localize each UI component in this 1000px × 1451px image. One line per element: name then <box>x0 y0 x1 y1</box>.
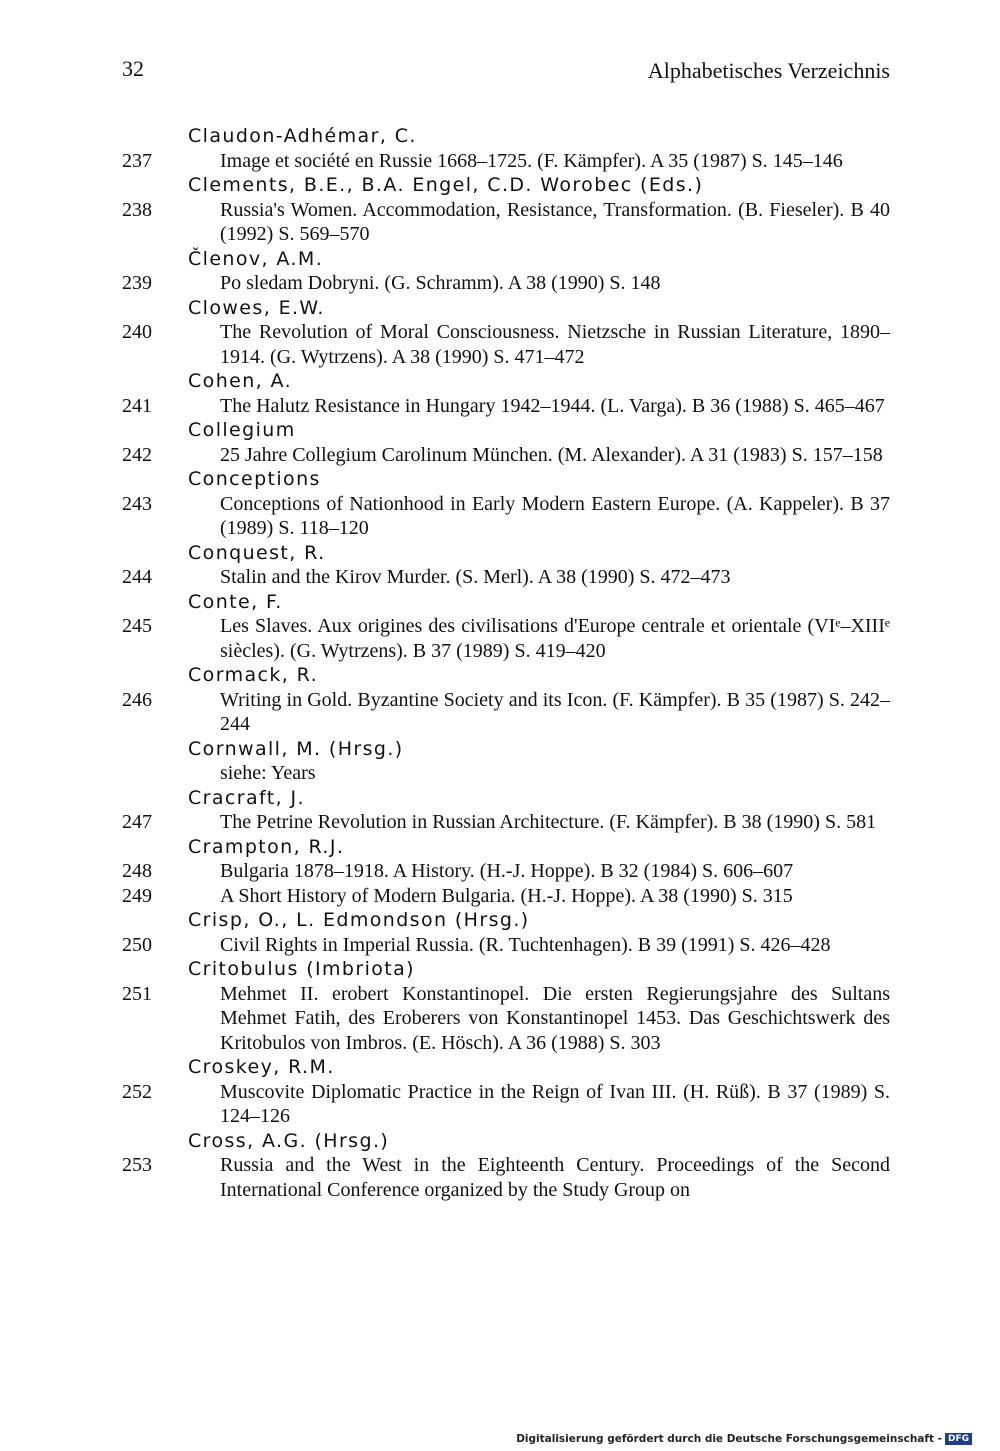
entry-item <box>0 614 1000 663</box>
entry-author: Cracraft, J. <box>188 786 305 809</box>
running-head: Alphabetisches Verzeichnis <box>647 58 890 83</box>
entry-item <box>0 1153 1000 1202</box>
entry-item <box>0 688 1000 737</box>
entry-item <box>0 982 1000 1056</box>
entry-title: The Petrine Revolution in Russian Architecture. (F. Kämpfer). B 38 (1990) S. 581 <box>220 811 877 833</box>
entry-item <box>0 565 1000 590</box>
entry-item <box>0 1080 1000 1129</box>
entry-author: Clements, B.E., B.A. Engel, C.D. Worobec (Eds.) <box>188 174 704 196</box>
entry-author: Cornwall, M. (Hrsg.) <box>188 737 404 760</box>
entry-number: 250 <box>122 933 152 956</box>
entry-title: The Revolution of Moral Consciousness. Nietzsche in Russian Literature, 1890–1914. (G. Wytrzens). A 38 (1990) S. 471–472 <box>220 321 890 368</box>
entry-item <box>0 492 1000 541</box>
entry-title: The Halutz Resistance in Hungary 1942–1944. (L. Varga). B 36 (1988) S. 465–467 <box>220 394 885 417</box>
entry-item <box>0 810 1000 835</box>
entry-item <box>0 859 1000 884</box>
entry-author: Collegium <box>188 419 296 441</box>
entry-author: Cohen, A. <box>188 370 293 392</box>
entry-number: 242 <box>122 443 152 466</box>
entry-author: Conquest, R. <box>188 541 326 564</box>
entry-author: Croskey, R.M. <box>188 1056 335 1078</box>
entry-number: 241 <box>122 394 152 417</box>
entry-title: A Short History of Modern Bulgaria. (H.-J. Hoppe). A 38 (1990) S. 315 <box>220 884 793 907</box>
entry-title: Russia and the West in the Eighteenth Century. Proceedings of the Second International Conference organized by the Study Group on <box>220 1154 890 1201</box>
footer-text: Digitalisierung gefördert durch die Deutsche Forschungsgemeinschaft - <box>516 1433 942 1445</box>
entry-author: Claudon-Adhémar, C. <box>188 125 417 147</box>
index-entries <box>0 124 1000 1202</box>
entry-number: 243 <box>122 492 152 515</box>
entry-author: Clowes, E.W. <box>188 296 325 319</box>
entry-title: Conceptions of Nationhood in Early Modern Eastern Europe. (A. Kappeler). B 37 (1989) S. 118–120 <box>220 492 890 539</box>
entry-title: Po sledam Dobryni. (G. Schramm). A 38 (1990) S. 148 <box>220 272 661 294</box>
entry-item <box>0 884 1000 909</box>
entry-number: 248 <box>122 860 152 882</box>
dfg-logo: DFG <box>945 1433 972 1445</box>
entry-item <box>0 149 1000 174</box>
entry-number: 245 <box>122 615 152 637</box>
entry-author: Crampton, R.J. <box>188 835 345 858</box>
entry-author: Critobulus (Imbriota) <box>188 958 415 980</box>
entry-title: Muscovite Diplomatic Practice in the Reign of Ivan III. (H. Rüß). B 37 (1989) S. 124–126 <box>220 1080 890 1127</box>
entry-number: 249 <box>122 884 152 907</box>
entry-title: Les Slaves. Aux origines des civilisations d'Europe centrale et orientale (VIᵉ–XIIIᵉ siècles). (G. Wytrzens). B 37 (1989) S. 419–420 <box>220 615 890 662</box>
entry-item <box>0 271 1000 296</box>
entry-number: 244 <box>122 566 152 588</box>
entry-item <box>0 443 1000 468</box>
entry-item <box>0 198 1000 247</box>
entry-title: Writing in Gold. Byzantine Society and its Icon. (F. Kämpfer). B 35 (1987) S. 242–244 <box>220 688 890 735</box>
entry-title: Russia's Women. Accommodation, Resistance, Transformation. (B. Fieseler). B 40 (1992) S. 569–570 <box>220 198 890 245</box>
entry-number: 246 <box>122 688 152 711</box>
entry-item <box>0 320 1000 369</box>
entry-title: Mehmet II. erobert Konstantinopel. Die ersten Regierungsjahre des Sultans Mehmet Fatih, des Eroberers von Konstantinopel 1453. Das Geschichtswerk des Kritobulos von Imbros. (E. Hösch). A 36 (1988) S. 303 <box>220 982 890 1054</box>
entry-item <box>0 933 1000 958</box>
see-reference: siehe: Years <box>220 762 316 784</box>
entry-number: 253 <box>122 1154 152 1176</box>
entry-author: Cormack, R. <box>188 664 319 686</box>
entry-number: 237 <box>122 149 152 172</box>
entry-author: Cross, A.G. (Hrsg.) <box>188 1129 390 1152</box>
page-number: 32 <box>122 56 144 81</box>
entry-author: Členov, A.M. <box>188 247 324 270</box>
entry-number: 247 <box>122 811 152 833</box>
entry-number: 240 <box>122 321 152 343</box>
digitization-footer <box>516 1433 972 1445</box>
entry-number: 251 <box>122 982 152 1005</box>
entry-title: 25 Jahre Collegium Carolinum München. (M. Alexander). A 31 (1983) S. 157–158 <box>220 443 883 466</box>
entry-number: 252 <box>122 1080 152 1103</box>
entry-number: 239 <box>122 272 152 294</box>
entry-author: Conceptions <box>188 468 321 490</box>
entry-title: Stalin and the Kirov Murder. (S. Merl). A 38 (1990) S. 472–473 <box>220 566 731 588</box>
entry-author: Crisp, O., L. Edmondson (Hrsg.) <box>188 909 530 931</box>
entry-author: Conte, F. <box>188 590 283 613</box>
entry-item <box>0 394 1000 419</box>
entry-number: 238 <box>122 198 152 221</box>
entry-title: Bulgaria 1878–1918. A History. (H.-J. Hoppe). B 32 (1984) S. 606–607 <box>220 860 794 882</box>
entry-title: Civil Rights in Imperial Russia. (R. Tuchtenhagen). B 39 (1991) S. 426–428 <box>220 933 831 956</box>
entry-title: Image et société en Russie 1668–1725. (F. Kämpfer). A 35 (1987) S. 145–146 <box>220 149 843 172</box>
